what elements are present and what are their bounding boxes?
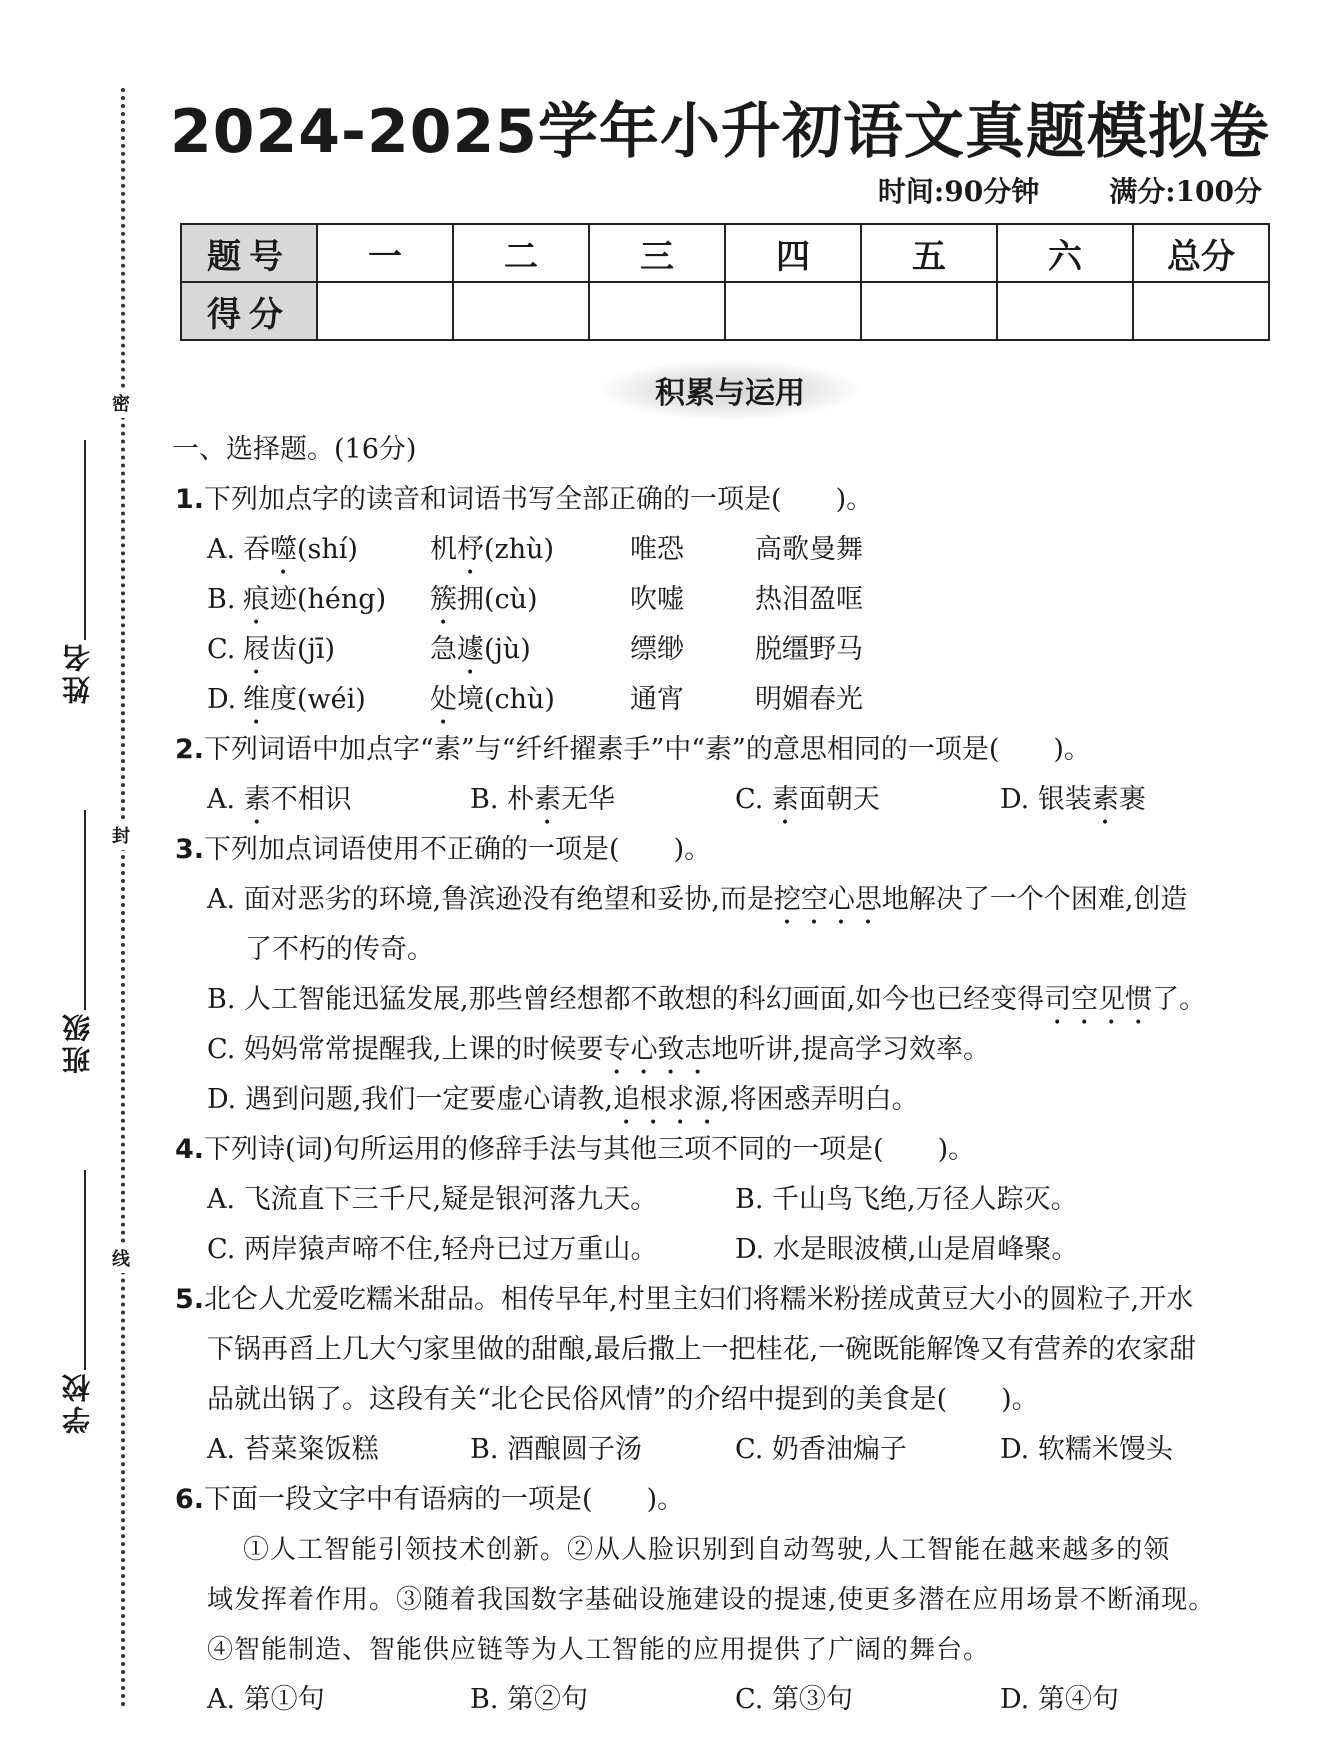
question-1-option-c[interactable]: C. 屐齿(jī) 急遽(jù) 缥缈 脱缰野马 [207, 634, 863, 665]
score-cell-blank[interactable] [453, 282, 589, 340]
question-4-options-row2 [175, 1225, 1285, 1275]
question-2-stem: 2.下列词语中加点字“素”与“纤纤擢素手”中“素”的意思相同的一项是( )。 [175, 734, 1091, 765]
score-cell-blank[interactable] [861, 282, 997, 340]
exam-meta [808, 170, 1262, 210]
question-6-stem: 6.下面一段文字中有语病的一项是( )。 [175, 1484, 685, 1515]
score-cell-blank[interactable] [589, 282, 725, 340]
school-field-label: 学校 [61, 1370, 94, 1434]
score-cell-header: 一 [317, 224, 453, 282]
question-3-option-c[interactable]: C. 妈妈常常提醒我,上课的时候要专心致志地听讲,提高学习效率。 [207, 1034, 991, 1065]
question-6-options [175, 1675, 1285, 1725]
score-cell-label: 得分 [181, 282, 317, 340]
page-title: 2024-2025学年小升初语文真题模拟卷 [170, 97, 1270, 167]
question-4-option-c[interactable]: C. 两岸猿声啼不住,轻舟已过万重山。 [207, 1234, 658, 1265]
question-1-option-a[interactable]: A. 吞噬(shí) 机杼(zhù) 唯恐 高歌曼舞 [207, 534, 863, 565]
score-cell-header: 五 [861, 224, 997, 282]
score-table [180, 223, 1270, 341]
question-4-option-b[interactable]: B. 千山鸟飞绝,万径人踪灭。 [735, 1184, 1078, 1215]
score-table-score-row [181, 282, 1269, 340]
question-6-passage-line2: 域发挥着作用。③随着我国数字基础设施建设的提速,使更多潜在应用场景不断涌现。 [207, 1585, 1216, 1615]
question-5-stem-line3: 品就出锅了。这段有关“北仑民俗风情”的介绍中提到的美食是( )。 [207, 1384, 1039, 1415]
score-table-header-row [181, 224, 1269, 282]
score-cell-label: 题号 [181, 224, 317, 282]
exam-time: 时间:90分钟 [877, 175, 1040, 208]
score-cell-blank[interactable] [725, 282, 861, 340]
question-6-passage-line1: ①人工智能引领技术创新。②从人脸识别到自动驾驶,人工智能在越来越多的领 [243, 1535, 1171, 1565]
score-cell-blank[interactable] [997, 282, 1133, 340]
question-1-option-b[interactable]: B. 痕迹(héng) 簇拥(cù) 吹嘘 热泪盈哐 [207, 584, 863, 615]
exam-full-score: 满分:100分 [1109, 175, 1262, 208]
question-2-option-d[interactable]: D. 银装素裹 [1000, 784, 1146, 815]
score-cell-header: 二 [453, 224, 589, 282]
question-5-options [175, 1425, 1285, 1475]
question-2-option-c[interactable]: C. 素面朝天 [735, 784, 880, 815]
question-3-option-a[interactable]: A. 面对恶劣的环境,鲁滨逊没有绝望和妥协,而是挖空心思地解决了一个个困难,创造 [207, 884, 1188, 915]
name-field-line[interactable] [84, 440, 86, 640]
question-5-stem-line2: 下锅再舀上几大勺家里做的甜酿,最后撒上一把桂花,一碗既能解馋又有营养的农家甜 [207, 1334, 1197, 1365]
school-field-line[interactable] [84, 1170, 86, 1370]
score-cell-header: 总分 [1133, 224, 1269, 282]
section-title: 积累与运用 [600, 360, 860, 420]
question-5-option-c[interactable]: C. 奶香油煸子 [735, 1434, 907, 1465]
question-4-option-d[interactable]: D. 水是眼波横,山是眉峰聚。 [735, 1234, 1079, 1265]
question-5-stem: 5.北仑人尤爱吃糯米甜品。相传早年,村里主妇们将糯米粉搓成黄豆大小的圆粒子,开水 [175, 1284, 1194, 1315]
question-4-option-a[interactable]: A. 飞流直下三千尺,疑是银河落九天。 [207, 1184, 658, 1215]
question-3-stem: 3.下列加点词语使用不正确的一项是( )。 [175, 834, 712, 865]
score-cell-header: 四 [725, 224, 861, 282]
question-2-option-b[interactable]: B. 朴素无华 [470, 784, 616, 815]
question-6-passage-line3: ④智能制造、智能供应链等为人工智能的应用提供了广阔的舞台。 [207, 1635, 991, 1665]
question-6-option-c[interactable]: C. 第③句 [735, 1684, 853, 1715]
question-5-option-d[interactable]: D. 软糯米馒头 [1000, 1434, 1173, 1465]
question-6-option-a[interactable]: A. 第①句 [207, 1684, 325, 1715]
score-cell-blank[interactable] [1133, 282, 1269, 340]
name-field-label: 姓名 [61, 640, 94, 704]
bind-char-xian: 线 [112, 1243, 130, 1273]
class-field-label: 班级 [61, 1010, 94, 1074]
question-3-option-d[interactable]: D. 遇到问题,我们一定要虚心请教,追根求源,将困惑弄明白。 [207, 1084, 919, 1115]
class-field-line[interactable] [84, 810, 86, 1010]
score-cell-header: 六 [997, 224, 1133, 282]
question-6-option-b[interactable]: B. 第②句 [470, 1684, 589, 1715]
part1-heading: 一、选择题。(16分) [172, 434, 417, 465]
question-3-option-a-cont: 了不朽的传奇。 [245, 934, 434, 965]
question-6-option-d[interactable]: D. 第④句 [1000, 1684, 1119, 1715]
question-4-options-row1 [175, 1175, 1285, 1225]
bind-char-feng: 封 [112, 820, 130, 850]
score-cell-header: 三 [589, 224, 725, 282]
question-2-options [175, 775, 1285, 825]
question-5-option-b[interactable]: B. 酒酿圆子汤 [470, 1434, 643, 1465]
binding-dotted-line [121, 88, 125, 1708]
question-2-option-a[interactable]: A. 素不相识 [207, 784, 352, 815]
question-5-option-a[interactable]: A. 苔菜粢饭糕 [207, 1434, 379, 1465]
score-cell-blank[interactable] [317, 282, 453, 340]
question-1-stem: 1.下列加点字的读音和词语书写全部正确的一项是( )。 [175, 484, 874, 515]
question-4-stem: 4.下列诗(词)句所运用的修辞手法与其他三项不同的一项是( )。 [175, 1134, 976, 1165]
question-1-option-d[interactable]: D. 维度(wéi) 处境(chù) 通宵 明媚春光 [207, 684, 863, 715]
question-content [172, 425, 1285, 1725]
question-3-option-b[interactable]: B. 人工智能迅猛发展,那些曾经想都不敢想的科幻画面,如今也已经变得司空见惯了。 [207, 984, 1207, 1015]
bind-char-mi: 密 [112, 388, 130, 418]
